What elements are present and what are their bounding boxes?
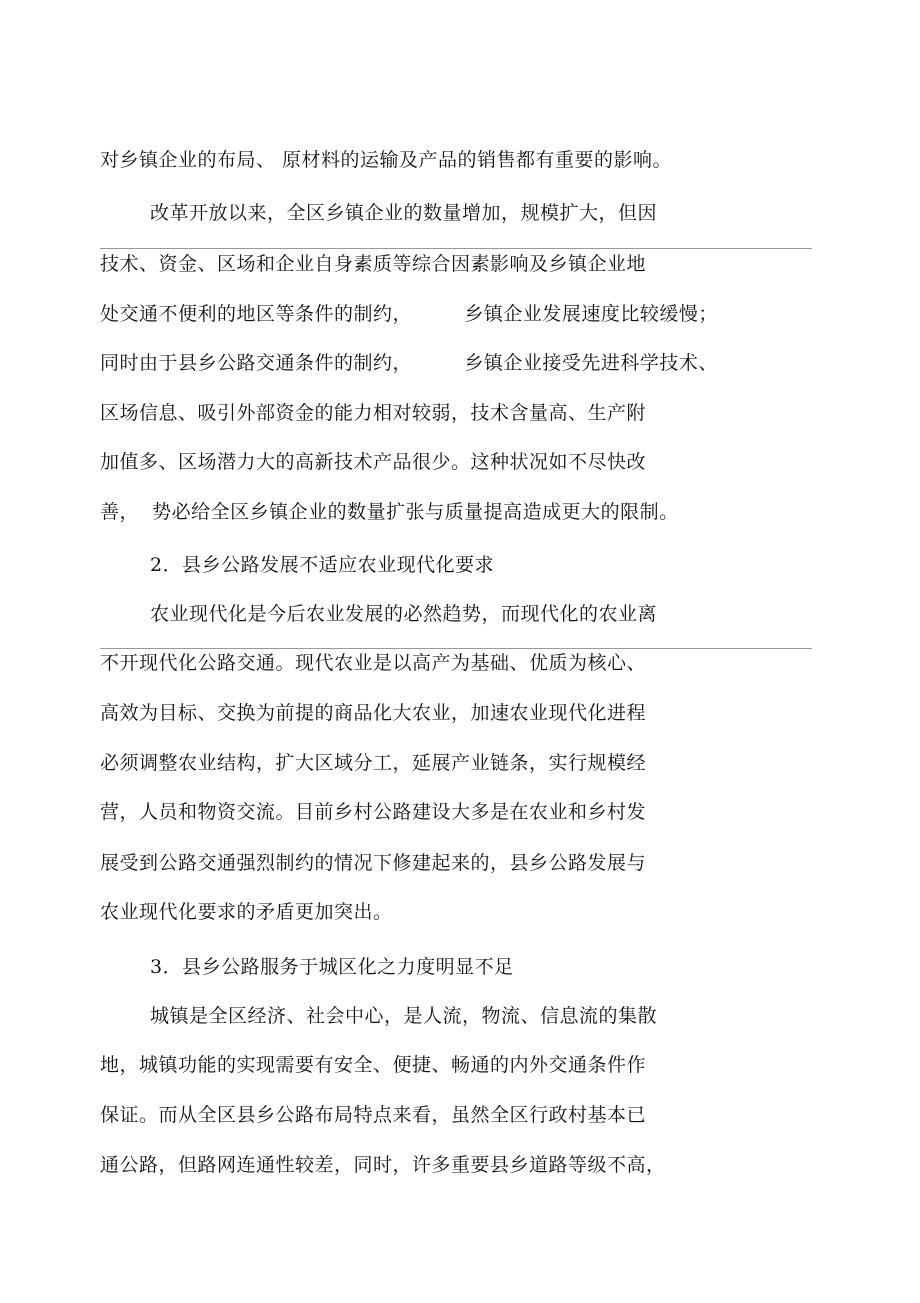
paragraph-line: 加值多、区场潜力大的高新技术产品很少。这种状况如不尽快改 [100, 451, 647, 473]
section-heading: 2．县乡公路发展不适应农业现代化要求 [150, 554, 495, 576]
paragraph-line: 城镇是全区经济、社会中心，是人流，物流、信息流的集散 [150, 1005, 658, 1027]
paragraph-line: 通公路，但路网连通性较差，同时，许多重要县乡道路等级不高， [100, 1154, 666, 1176]
paragraph-line: 必须调整农业结构，扩大区域分工，延展产业链条，实行规模经 [100, 752, 647, 774]
paragraph-line: 同时由于县乡公路交通条件的制约， 乡镇企业接受先进科学技术、 [100, 352, 718, 374]
page-rule [100, 648, 812, 649]
paragraph-line: 高效为目标、交换为前提的商品化大农业，加速农业现代化进程 [100, 702, 647, 724]
paragraph-line: 不开现代化公路交通。现代农业是以高产为基础、优质为核心、 [100, 652, 647, 674]
section-heading: 3．县乡公路服务于城区化之力度明显不足 [150, 956, 514, 978]
paragraph-line: 保证。而从全区县乡公路布局特点来看，虽然全区行政村基本已 [100, 1104, 647, 1126]
paragraph-line: 技术、资金、区场和企业自身素质等综合因素影响及乡镇企业地 [100, 253, 647, 275]
paragraph-line: 区场信息、吸引外部资金的能力相对较弱，技术含量高、生产附 [100, 402, 647, 424]
paragraph-line: 改革开放以来，全区乡镇企业的数量增加，规模扩大，但因 [150, 202, 658, 224]
paragraph-line: 善， 势必给全区乡镇企业的数量扩张与质量提高造成更大的限制。 [100, 501, 679, 523]
paragraph-line: 农业现代化是今后农业发展的必然趋势，而现代化的农业离 [150, 603, 658, 625]
paragraph-line: 营，人员和物资交流。目前乡村公路建设大多是在农业和乡村发 [100, 801, 647, 823]
paragraph-line: 农业现代化要求的矛盾更加突出。 [100, 901, 393, 923]
paragraph-line: 展受到公路交通强烈制约的情况下修建起来的，县乡公路发展与 [100, 852, 647, 874]
paragraph-line: 处交通不便利的地区等条件的制约， 乡镇企业发展速度比较缓慢； [100, 303, 718, 325]
paragraph-line: 对乡镇企业的布局、 原材料的运输及产品的销售都有重要的影响。 [100, 149, 673, 171]
paragraph-line: 地，城镇功能的实现需要有安全、便捷、畅通的内外交通条件作 [100, 1054, 647, 1076]
page-rule [100, 248, 812, 249]
